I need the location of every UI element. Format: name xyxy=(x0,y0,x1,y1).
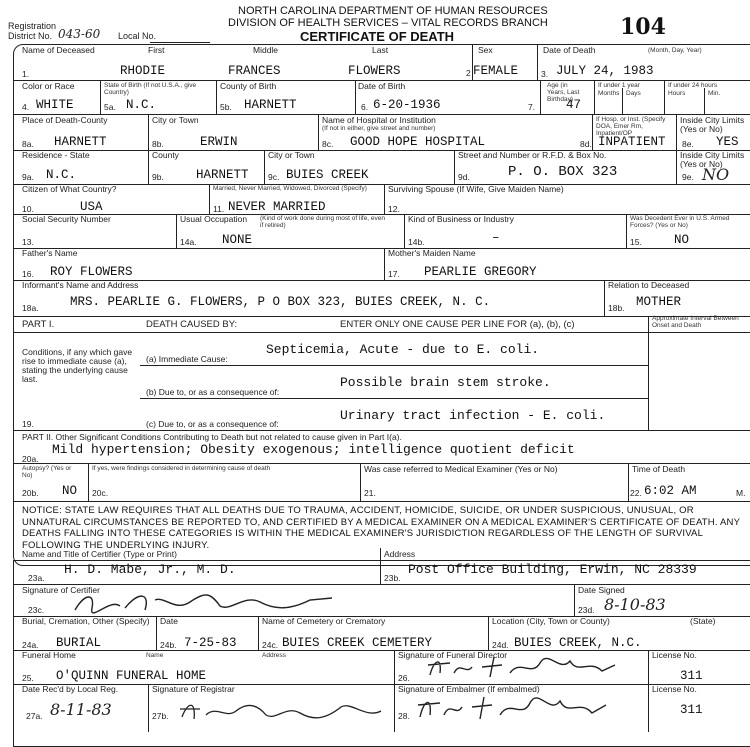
armed-forces-value: NO xyxy=(674,233,690,247)
num-9b: 9b. xyxy=(152,172,164,182)
disposition-date-value: 7-25-83 xyxy=(184,636,237,650)
death-city-value: ERWIN xyxy=(200,135,238,149)
num-3: 3. xyxy=(541,69,549,79)
num-18a: 18a. xyxy=(22,303,39,313)
label-state: (State) xyxy=(690,616,716,626)
time-of-death-value: 6:02 AM xyxy=(644,484,697,498)
citizen-value: USA xyxy=(80,200,103,214)
one-cause-label: ENTER ONLY ONE CAUSE PER LINE FOR (a), (b), (c) xyxy=(340,319,575,330)
notice-text: NOTICE: STATE LAW REQUIRES THAT ALL DEATHS DUE TO TRAUMA, ACCIDENT, HOMICIDE, SUICIDE, OR UNDER SUSPICIOUS, UNUSUAL, OR UNNATURAL CIRCUMSTANCES BE REPORTED TO, AND CERTIFIED BY A MEDICAL EXAMINER ON A MEDICAL EXAMINER'S CERTIFICATE OF DEATH. ANY DEATHS FALLING INTO THESE CATEGORIES IS WITHIN THE MEDICAL EXAMINER'S JURISDICTION REGARDLESS OF THE LENGTH OF SURVIVAL FOLLOWING THE UNDERLYING INJURY. xyxy=(22,505,740,551)
label-certifier: Name and Title of Certifier (Type or Print) xyxy=(22,549,177,559)
num-2: 2 xyxy=(466,68,471,78)
num-9a: 9a. xyxy=(22,172,34,182)
hosp-status-value: INPATIENT xyxy=(598,135,666,149)
label-fh-name: Name xyxy=(146,652,164,659)
num-23a: 23a. xyxy=(28,573,45,583)
num-8a: 8a. xyxy=(22,139,34,149)
time-suffix: M. xyxy=(736,488,746,498)
label-autopsy-findings: If yes, were findings considered in determining cause of death xyxy=(92,465,271,472)
label-sig-embalmer: Signature of Embalmer (If embalmed) xyxy=(398,684,540,694)
label-hosp-or-inst: If Hosp. or Inst. (Specify DOA, Emer Rm, Inpatient/OP xyxy=(596,116,666,137)
part2-label: PART II. Other Significant Conditions Contributing to Death but not related to cause given in Part I(a). xyxy=(22,432,402,442)
embalmer-signature xyxy=(410,693,610,725)
num-24c: 24c. xyxy=(262,640,279,650)
label-approx-interval: Approximate Interval Between Onset and Death xyxy=(652,315,739,329)
label-name-of-deceased: Name of Deceased xyxy=(22,45,95,55)
num-5b: 5b. xyxy=(220,102,232,112)
form-number: 104 xyxy=(620,14,666,40)
label-residence-state: Residence - State xyxy=(22,150,90,160)
label-county-of-birth: County of Birth xyxy=(220,81,277,91)
date-signed-value: 8-10-83 xyxy=(604,595,666,614)
label-res-city: City or Town xyxy=(268,150,315,160)
num-24b: 24b. xyxy=(160,640,177,650)
date-of-birth-value: 6-20-1936 xyxy=(373,98,441,112)
num-23c: 23c. xyxy=(28,605,45,615)
num-13: 13. xyxy=(22,237,34,247)
cert-address-value: Post Office Building, Erwin, NC 28339 xyxy=(408,562,697,577)
division-heading: DIVISION OF HEALTH SERVICES – VITAL RECORDS BRANCH xyxy=(228,17,548,29)
num-8b: 8b. xyxy=(152,139,164,149)
autopsy-value: NO xyxy=(62,484,78,498)
label-cemetery: Name of Cemetery or Crematory xyxy=(262,616,386,626)
registrar-signature xyxy=(176,697,386,727)
father-value: ROY FLOWERS xyxy=(50,265,133,279)
conditions-note: Conditions, if any which gave rise to immediate cause (a), stating the underlying cause last. xyxy=(22,347,133,384)
label-spouse: Surviving Spouse (If Wife, Give Maiden Name) xyxy=(388,184,564,194)
num-23d: 23d. xyxy=(578,605,595,615)
label-min: Min. xyxy=(708,90,721,97)
num-16: 16. xyxy=(22,269,34,279)
label-director-license: License No. xyxy=(652,650,697,660)
married-value: NEVER MARRIED xyxy=(228,200,326,214)
label-due-to-b: (b) Due to, or as a consequence of: xyxy=(146,387,280,397)
label-autopsy: Autopsy? (Yes or No) xyxy=(22,465,72,479)
label-married: Married, Never Married, Widowed, Divorced (Specify) xyxy=(213,185,367,192)
label-last: Last xyxy=(372,45,389,55)
hospital-value: GOOD HOPE HOSPITAL xyxy=(350,135,486,149)
district-value: 043-60 xyxy=(58,27,101,41)
num-27b: 27b. xyxy=(152,711,169,721)
district-label: District No. xyxy=(8,31,53,41)
res-city-value: BUIES CREEK xyxy=(286,168,369,182)
num-24d: 24d. xyxy=(492,640,509,650)
label-inside-city: Inside City Limits (Yes or No) xyxy=(680,115,745,134)
age-value: 47 xyxy=(566,98,582,112)
label-middle: Middle xyxy=(253,45,279,55)
res-state-value: N.C. xyxy=(46,168,77,182)
location-value: BUIES CREEK, N.C. xyxy=(514,636,642,650)
label-city-or-town: City or Town xyxy=(152,115,199,125)
label-months: Months xyxy=(598,90,620,97)
num-28: 28. xyxy=(398,711,410,721)
label-informant: Informant's Name and Address xyxy=(22,280,139,290)
race-value: WHITE xyxy=(36,98,74,112)
other-conditions-value: Mild hypertension; Obesity exogenous; intelligence quotient deficit xyxy=(52,442,575,457)
label-date: Date xyxy=(160,616,178,626)
num-6: 6. xyxy=(361,102,369,112)
num-20b: 20b. xyxy=(22,488,39,498)
relation-value: MOTHER xyxy=(636,295,682,309)
cemetery-value: BUIES CREEK CEMETERY xyxy=(282,636,433,650)
director-license-value: 311 xyxy=(680,669,703,683)
label-ssn: Social Security Number xyxy=(22,214,111,224)
num-22: 22. xyxy=(630,488,642,498)
num-5a: 5a. xyxy=(104,102,116,112)
label-fh-address: Address xyxy=(262,652,286,659)
label-days: Days xyxy=(626,90,641,97)
res-street-value: P. O. BOX 323 xyxy=(508,164,618,180)
label-date-recd: Date Rec'd by Local Reg. xyxy=(22,684,119,694)
sex-value: FEMALE xyxy=(473,64,519,78)
label-under-1: If under 1 year xyxy=(598,82,640,89)
label-mdy: (Month, Day, Year) xyxy=(648,47,702,54)
inside-city-death-value: YES xyxy=(716,135,739,149)
num-9e: 9e. xyxy=(682,172,694,182)
num-7: 7. xyxy=(528,102,536,112)
cause-b-value: Possible brain stem stroke. xyxy=(340,375,551,390)
date-recd-value: 8-11-83 xyxy=(50,700,112,719)
state-of-birth-value: N.C. xyxy=(126,98,157,112)
num-8c: 8c. xyxy=(322,139,334,149)
label-hospital: Name of Hospital or Institution xyxy=(322,115,436,125)
label-funeral-home: Funeral Home xyxy=(22,650,76,660)
part1-label: PART I. xyxy=(22,319,55,330)
res-county-value: HARNETT xyxy=(196,168,249,182)
label-fathers-name: Father's Name xyxy=(22,248,78,258)
label-location: Location (City, Town or County) xyxy=(492,616,610,626)
label-burial: Burial, Cremation, Other (Specify) xyxy=(22,616,150,626)
mother-value: PEARLIE GREGORY xyxy=(424,265,537,279)
num-27a: 27a. xyxy=(26,711,43,721)
cause-c-value: Urinary tract infection - E. coli. xyxy=(340,408,606,423)
label-mothers-maiden: Mother's Maiden Name xyxy=(388,248,476,258)
certifier-value: H. D. Mabe, Jr., M. D. xyxy=(64,562,236,577)
death-county-value: HARNETT xyxy=(54,135,107,149)
middle-name-value: FRANCES xyxy=(228,64,281,78)
certificate-title: CERTIFICATE OF DEATH xyxy=(300,29,455,44)
funeral-home-value: O'QUINN FUNERAL HOME xyxy=(56,669,207,683)
num-21: 21. xyxy=(364,488,376,498)
label-immediate-cause: (a) Immediate Cause: xyxy=(146,354,228,364)
label-usual-occupation: Usual Occupation xyxy=(180,214,248,224)
label-under-24: If under 24 hours xyxy=(668,82,718,89)
label-occupation-sub: (Kind of work done during most of life, even if retired) xyxy=(260,215,386,229)
label-place-of-death-county: Place of Death-County xyxy=(22,115,108,125)
label-first: First xyxy=(148,45,165,55)
num-9c: 9c. xyxy=(268,172,280,182)
funeral-director-signature xyxy=(420,653,620,683)
cause-a-value: Septicemia, Acute - due to E. coli. xyxy=(266,342,540,357)
num-11: 11. xyxy=(213,204,225,214)
certifier-signature xyxy=(70,588,340,616)
business-value: – xyxy=(492,231,500,245)
num-18b: 18b. xyxy=(608,303,625,313)
num-17: 17. xyxy=(388,269,400,279)
date-of-death-value: JULY 24, 1983 xyxy=(556,64,654,78)
label-due-to-c: (c) Due to, or as a consequence of: xyxy=(146,419,279,429)
num-20a: 20a. xyxy=(22,454,39,464)
label-state-of-birth: State of Birth (If not U.S.A., give Country) xyxy=(104,82,197,96)
label-hospital-sub: (If not in either, give street and number) xyxy=(322,125,436,132)
num-1: 1. xyxy=(22,69,30,79)
label-res-inside-city: Inside City Limits (Yes or No) xyxy=(680,150,745,169)
occupation-value: NONE xyxy=(222,233,253,247)
label-medical-examiner: Was case referred to Medical Examiner (Yes or No) xyxy=(364,464,558,474)
label-relation: Relation to Deceased xyxy=(608,280,690,290)
label-signature-certifier: Signature of Certifier xyxy=(22,585,100,595)
label-kind-of-business: Kind of Business or Industry xyxy=(408,214,514,224)
death-caused-by-label: DEATH CAUSED BY: xyxy=(146,319,238,330)
num-14a: 14a. xyxy=(180,237,197,247)
local-label: Local No. xyxy=(118,31,157,41)
num-14b: 14b. xyxy=(408,237,425,247)
num-20c: 20c. xyxy=(92,488,109,498)
label-county: County xyxy=(152,150,179,160)
label-hours: Hours xyxy=(668,90,686,97)
num-24a: 24a. xyxy=(22,640,39,650)
label-date-of-death: Date of Death xyxy=(543,45,596,55)
num-15: 15. xyxy=(630,237,642,247)
label-age: Age (in Years, Last Birthday) xyxy=(547,82,580,103)
num-19: 19. xyxy=(22,419,34,429)
label-address: Address xyxy=(384,549,416,559)
disposition-value: BURIAL xyxy=(56,636,102,650)
label-color-or-race: Color or Race xyxy=(22,81,75,91)
county-of-birth-value: HARNETT xyxy=(244,98,297,112)
num-10: 10. xyxy=(22,204,34,214)
res-inside-city-value: NO xyxy=(702,165,730,184)
informant-value: MRS. PEARLIE G. FLOWERS, P O BOX 323, BUIES CREEK, N. C. xyxy=(70,295,491,309)
num-25: 25. xyxy=(22,673,34,683)
label-date-signed: Date Signed xyxy=(578,585,625,595)
label-sig-funeral-director: Signature of Funeral Director xyxy=(398,650,508,660)
num-23b: 23b. xyxy=(384,573,401,583)
num-12: 12. xyxy=(388,204,400,214)
label-sex: Sex xyxy=(478,45,493,55)
num-9d: 9d. xyxy=(458,172,470,182)
label-date-of-birth: Date of Birth xyxy=(358,81,406,91)
dept-heading: NORTH CAROLINA DEPARTMENT OF HUMAN RESOURCES xyxy=(238,5,548,17)
label-citizen: Citizen of What Country? xyxy=(22,184,117,194)
registration-label: Registration xyxy=(8,21,57,31)
num-8e: 8e. xyxy=(682,139,694,149)
label-time-of-death: Time of Death xyxy=(632,464,686,474)
first-name-value: RHODIE xyxy=(120,64,166,78)
label-sig-registrar: Signature of Registrar xyxy=(152,684,235,694)
num-26: 26. xyxy=(398,673,410,683)
embalmer-license-value: 311 xyxy=(680,703,703,717)
label-embalmer-license: License No. xyxy=(652,684,697,694)
num-8d: 8d. xyxy=(580,139,592,149)
label-armed-forces: Was Decedent Ever in U.S. Armed Forces? (Yes or No) xyxy=(630,215,730,229)
last-name-value: FLOWERS xyxy=(348,64,401,78)
num-4: 4. xyxy=(22,102,30,112)
label-street: Street and Number or R.F.D. & Box No. xyxy=(458,150,607,160)
